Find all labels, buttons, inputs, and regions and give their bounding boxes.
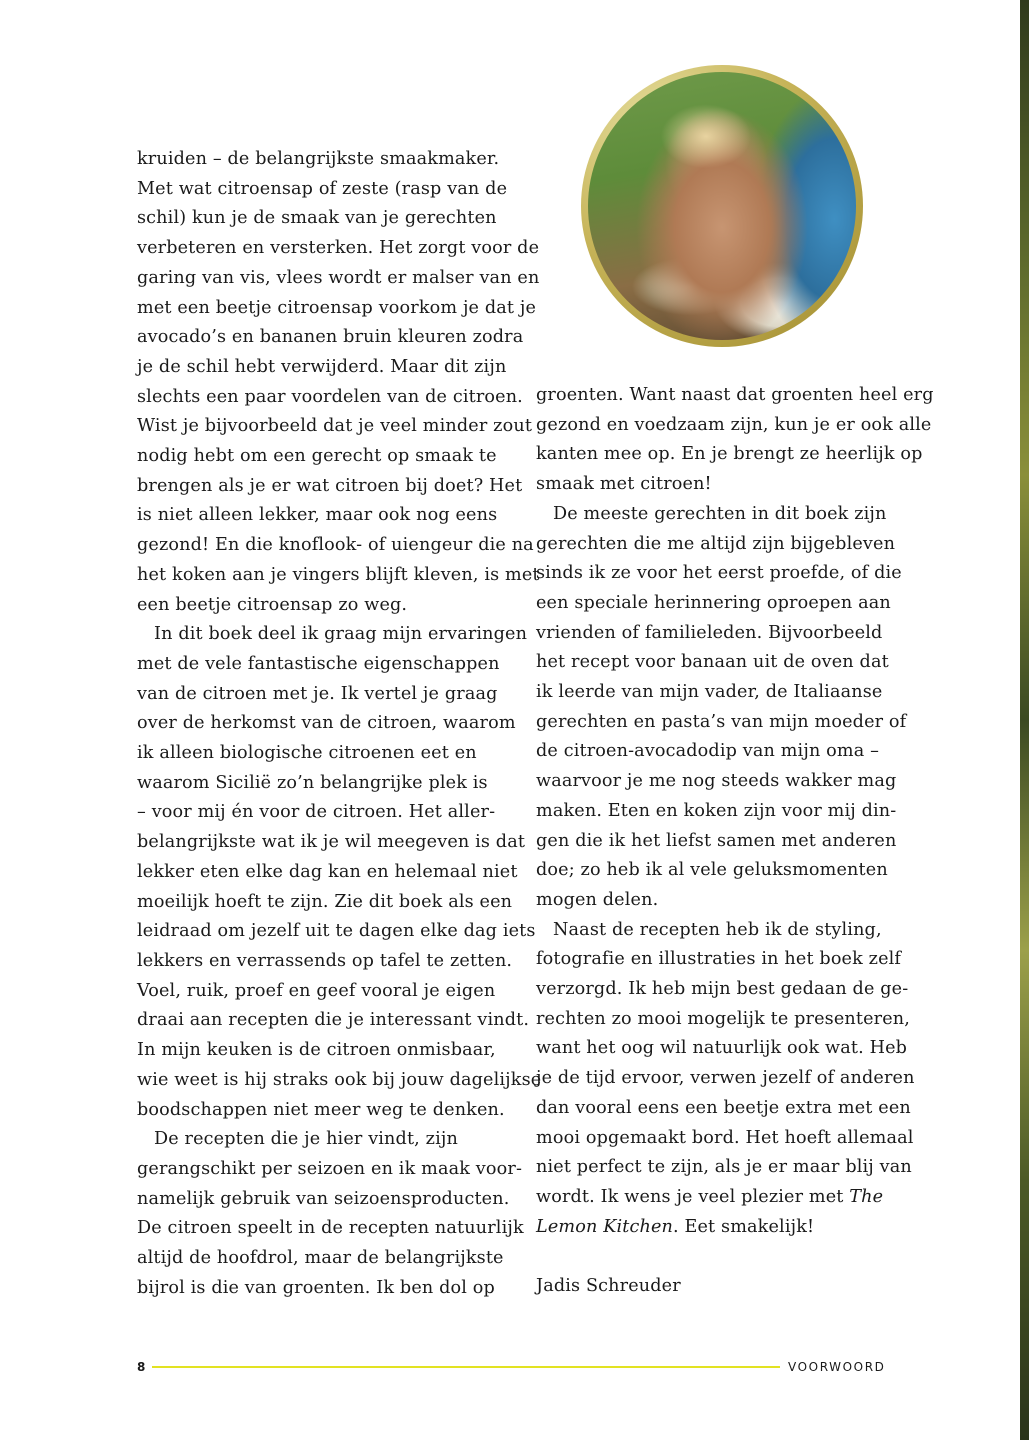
body-line: maken. Eten en koken zijn voor mij din- xyxy=(536,800,897,821)
body-line: moeilijk hoeft te zijn. Zie dit boek als een xyxy=(137,891,513,912)
body-text: . Eet smakelijk! xyxy=(673,1216,815,1237)
body-line: doe; zo heb ik al vele geluksmomenten xyxy=(536,860,888,881)
body-line: boodschappen niet meer weg te denken. xyxy=(137,1099,505,1120)
body-line: niet perfect te zijn, als je er maar blij van xyxy=(536,1157,912,1178)
text-column-left xyxy=(137,145,542,1303)
body-line: gezond en voedzaam zijn, kun je er ook alle xyxy=(536,414,932,435)
body-line: schil) kun je de smaak van je gerechten xyxy=(137,208,497,229)
body-line: rechten zo mooi mogelijk te presenteren, xyxy=(536,1008,911,1029)
body-line: wie weet is hij straks ook bij jouw dagelijkse xyxy=(137,1069,542,1090)
body-line: verzorgd. Ik heb mijn best gedaan de ge- xyxy=(536,979,909,1000)
text-column-right xyxy=(536,381,934,1302)
body-text: wordt. Ik wens je veel plezier met xyxy=(536,1186,850,1207)
body-line: gen die ik het liefst samen met anderen xyxy=(536,830,897,851)
paragraph-start-line: De meeste gerechten in dit boek zijn xyxy=(553,503,887,524)
body-line: Voel, ruik, proef en geef vooral je eigen xyxy=(137,980,496,1001)
body-line: je de tijd ervoor, verwen jezelf of anderen xyxy=(536,1068,915,1089)
body-line: ik alleen biologische citroenen eet en xyxy=(137,743,477,764)
body-line: vrienden of familieleden. Bijvoorbeeld xyxy=(536,622,883,643)
body-line: gerangschikt per seizoen en ik maak voor- xyxy=(137,1158,523,1179)
section-title: VOORWOORD xyxy=(788,1360,886,1374)
body-line: gezond! En die knoflook- of uiengeur die na xyxy=(137,535,534,556)
body-line: over de herkomst van de citroen, waarom xyxy=(137,713,516,734)
body-line: sinds ik ze voor het eerst proefde, of die xyxy=(536,563,902,584)
body-line: avocado’s en bananen bruin kleuren zodra xyxy=(137,327,524,348)
body-line: je de schil hebt verwijderd. Maar dit zijn xyxy=(137,356,507,377)
body-line: het recept voor banaan uit de oven dat xyxy=(536,652,889,673)
body-line: garing van vis, vlees wordt er malser van en xyxy=(137,267,540,288)
photo-frame xyxy=(581,65,863,347)
body-line: dan vooral eens een beetje extra met een xyxy=(536,1097,911,1118)
body-line: mogen delen. xyxy=(536,889,659,910)
body-line: een beetje citroensap zo weg. xyxy=(137,594,408,615)
body-line: lekker eten elke dag kan en helemaal niet xyxy=(137,861,518,882)
body-line: Wist je bijvoorbeeld dat je veel minder zout xyxy=(137,416,533,437)
body-line: een speciale herinnering oproepen aan xyxy=(536,592,891,613)
body-line: namelijk gebruik van seizoensproducten. xyxy=(137,1188,510,1209)
body-line: smaak met citroen! xyxy=(536,474,712,495)
body-line: want het oog wil natuurlijk ook wat. Heb xyxy=(536,1038,908,1059)
portrait-photo xyxy=(588,72,856,340)
body-line: groenten. Want naast dat groenten heel erg xyxy=(536,385,934,405)
signature: Jadis Schreuder xyxy=(536,1276,681,1297)
page-edge-photo-strip xyxy=(1020,0,1029,1440)
page-number: 8 xyxy=(137,1360,146,1374)
paragraph-start-line: In dit boek deel ik graag mijn ervaringen xyxy=(154,624,528,645)
body-line: brengen als je er wat citroen bij doet? Het xyxy=(137,475,523,496)
body-line: kruiden – de belangrijkste smaakmaker. xyxy=(137,149,500,169)
body-line: Met wat citroensap of zeste (rasp van de xyxy=(137,178,508,199)
body-line: lekkers en verrassends op tafel te zetten. xyxy=(137,950,513,971)
body-line: In mijn keuken is de citroen onmisbaar, xyxy=(137,1040,496,1061)
body-line: gerechten en pasta’s van mijn moeder of xyxy=(536,711,907,732)
body-line: slechts een paar voordelen van de citroen. xyxy=(137,386,523,407)
body-line: verbeteren en versterken. Het zorgt voor de xyxy=(137,238,540,259)
body-line: De citroen speelt in de recepten natuurlijk xyxy=(137,1218,524,1239)
body-line: met een beetje citroensap voorkom je dat je xyxy=(137,297,537,318)
body-line: belangrijkste wat ik je wil meegeven is dat xyxy=(137,832,526,853)
body-line: altijd de hoofdrol, maar de belangrijkste xyxy=(137,1248,504,1269)
body-line: gerechten die me altijd zijn bijgebleven xyxy=(536,533,896,554)
footer-rule xyxy=(152,1366,780,1368)
book-title-italic: Lemon Kitchen xyxy=(536,1216,674,1237)
body-line: waarvoor je me nog steeds wakker mag xyxy=(536,771,897,792)
paragraph-start-line: Naast de recepten heb ik de styling, xyxy=(553,919,882,940)
paragraph-start-line: De recepten die je hier vindt, zijn xyxy=(154,1129,458,1150)
body-line xyxy=(536,1213,896,1243)
body-line: ik leerde van mijn vader, de Italiaanse xyxy=(536,682,883,703)
body-line: draai aan recepten die je interessant vindt. xyxy=(137,1010,530,1031)
book-title-italic: The xyxy=(849,1186,884,1207)
body-line: van de citroen met je. Ik vertel je graag xyxy=(137,683,498,704)
body-line: is niet alleen lekker, maar ook nog eens xyxy=(137,505,498,526)
body-line: het koken aan je vingers blijft kleven, is met xyxy=(137,564,540,585)
body-line: met de vele fantastische eigenschappen xyxy=(137,653,500,674)
body-line: – voor mij én voor de citroen. Het aller- xyxy=(137,802,496,823)
body-line: mooi opgemaakt bord. Het hoeft allemaal xyxy=(536,1127,914,1148)
body-line: nodig hebt om een gerecht op smaak te xyxy=(137,446,497,467)
body-line: kanten mee op. En je brengt ze heerlijk op xyxy=(536,444,923,465)
body-line: fotografie en illustraties in het boek zelf xyxy=(536,949,902,970)
body-line: leidraad om jezelf uit te dagen elke dag iets xyxy=(137,921,536,942)
body-line: bijrol is die van groenten. Ik ben dol op xyxy=(137,1277,495,1298)
body-line: waarom Sicilië zo’n belangrijke plek is xyxy=(137,772,488,793)
body-line xyxy=(536,1183,896,1213)
paragraph-gap xyxy=(536,1242,896,1272)
body-line: de citroen-avocadodip van mijn oma – xyxy=(536,741,880,762)
